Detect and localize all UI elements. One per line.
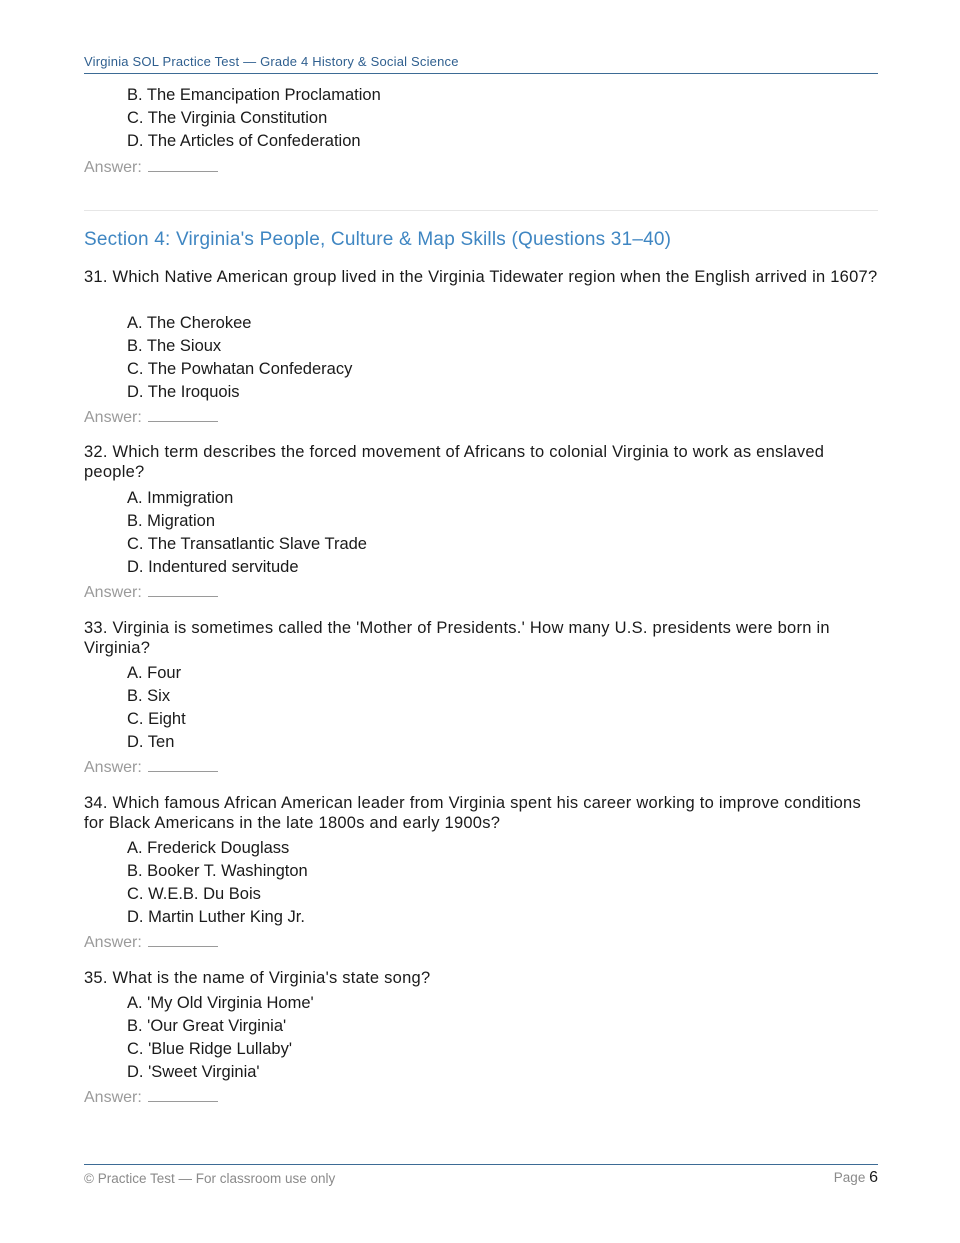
answer-label: Answer:: [84, 759, 142, 776]
answer-blank: [148, 582, 218, 597]
q33-option-c: C. Eight: [127, 710, 186, 728]
answer-label: Answer:: [84, 159, 142, 176]
carryover-option-c: C. The Virginia Constitution: [127, 109, 328, 127]
carryover-option-b: B. The Emancipation Proclamation: [127, 86, 381, 104]
q34-option-c: C. W.E.B. Du Bois: [127, 885, 261, 903]
q32-option-a: A. Immigration: [127, 489, 234, 507]
answer-label: Answer:: [84, 409, 142, 426]
q33-option-b: B. Six: [127, 687, 171, 705]
q32-option-b: B. Migration: [127, 512, 216, 530]
question-31: 31. Which Native American group lived in the Virginia Tidewater region when the English arrived in 1607?: [84, 268, 878, 286]
question-34: 34. Which famous African American leader from Virginia spent his career working to improve conditions for Black Americans in the late 1800s and early 1900s?: [84, 794, 861, 832]
answer-blank: [148, 157, 218, 172]
section-title: Section 4: Virginia's People, Culture & Map Skills (Questions 31–40): [84, 229, 672, 250]
q32-option-d: D. Indentured servitude: [127, 558, 299, 576]
q32-option-c: C. The Transatlantic Slave Trade: [127, 535, 367, 553]
q35-answer-line: [84, 1087, 218, 1108]
answer-label: Answer:: [84, 584, 142, 601]
question-32: 32. Which term describes the forced movement of Africans to colonial Virginia to work as enslaved people?: [84, 443, 825, 481]
section-divider: [84, 210, 878, 211]
running-header: Virginia SOL Practice Test — Grade 4 History & Social Science: [84, 54, 878, 74]
question-35: 35. What is the name of Virginia's state song?: [84, 969, 431, 987]
carryover-answer-line: [84, 157, 218, 178]
q33-option-a: A. Four: [127, 664, 182, 682]
q34-option-b: B. Booker T. Washington: [127, 862, 308, 880]
q31-option-c: C. The Powhatan Confederacy: [127, 360, 353, 378]
question-33: 33. Virginia is sometimes called the 'Mother of Presidents.' How many U.S. presidents were born in Virginia?: [84, 619, 830, 657]
page-label: Page: [833, 1170, 866, 1185]
q32-answer-line: [84, 582, 218, 603]
footer-copyright: © Practice Test — For classroom use only: [84, 1171, 336, 1186]
q31-answer-line: [84, 407, 218, 428]
footer-divider: [84, 1164, 878, 1165]
q34-option-a: A. Frederick Douglass: [127, 839, 290, 857]
q33-answer-line: [84, 757, 218, 778]
answer-label: Answer:: [84, 1089, 142, 1106]
q35-option-b: B. 'Our Great Virginia': [127, 1017, 287, 1035]
q31-option-d: D. The Iroquois: [127, 383, 240, 401]
footer-page: [834, 1169, 878, 1187]
carryover-option-d: D. The Articles of Confederation: [127, 132, 361, 150]
q33-option-d: D. Ten: [127, 733, 175, 751]
answer-blank: [148, 1087, 218, 1102]
q35-option-a: A. 'My Old Virginia Home': [127, 994, 314, 1012]
answer-blank: [148, 932, 218, 947]
q31-option-a: A. The Cherokee: [127, 314, 252, 332]
q35-option-c: C. 'Blue Ridge Lullaby': [127, 1040, 292, 1058]
q34-answer-line: [84, 932, 218, 953]
answer-blank: [148, 757, 218, 772]
q34-option-d: D. Martin Luther King Jr.: [127, 908, 305, 926]
answer-label: Answer:: [84, 934, 142, 951]
page-number: 6: [869, 1169, 878, 1186]
q35-option-d: D. 'Sweet Virginia': [127, 1063, 260, 1081]
q31-option-b: B. The Sioux: [127, 337, 222, 355]
answer-blank: [148, 407, 218, 422]
